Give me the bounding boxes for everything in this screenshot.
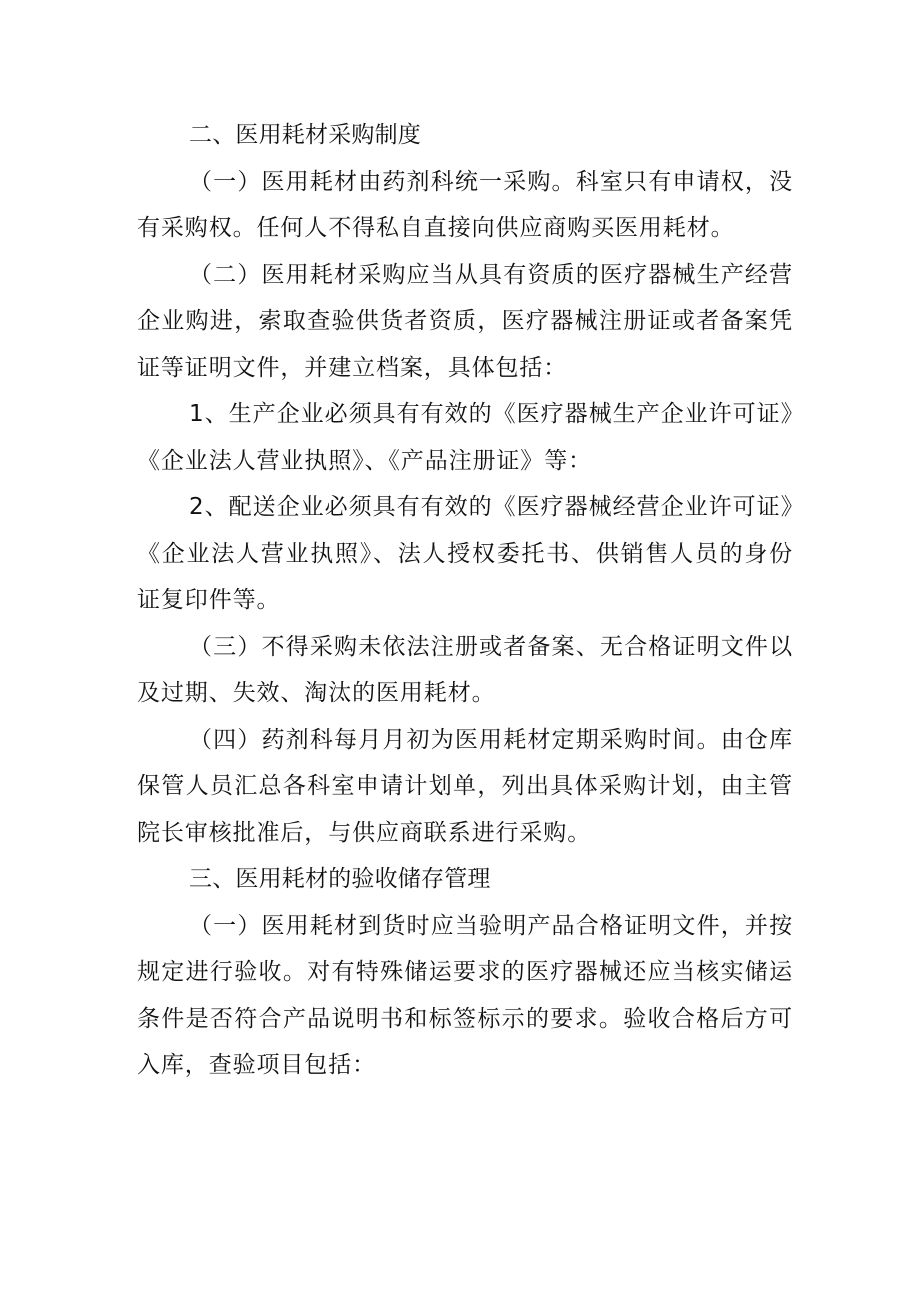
document-body xyxy=(137,112,793,1089)
paragraph-distributor-documents: 2、配送企业必须具有有效的《医疗器械经营企业许可证》《企业法人营业执照》、法人授权委托书、供销售人员的身份证复印件等。 xyxy=(137,494,793,613)
paragraph-monthly-schedule: （四）药剂科每月月初为医用耗材定期采购时间。由仓库保管人员汇总各科室申请计划单，列出具体采购计划，由主管院长审核批准后，与供应商联系进行采购。 xyxy=(137,726,793,846)
paragraph-qualified-suppliers: （二）医用耗材采购应当从具有资质的医疗器械生产经营企业购进，索取查验供货者资质，医疗器械注册证或者备案凭证等证明文件，并建立档案，具体包括： xyxy=(137,261,793,381)
paragraph-acceptance-inspection: （一）医用耗材到货时应当验明产品合格证明文件，并按规定进行验收。对有特殊储运要求的医疗器械还应当核实储运条件是否符合产品说明书和标签标示的要求。验收合格后方可入库，查验项目包括： xyxy=(137,912,793,1078)
section-heading-acceptance-storage: 三、医用耗材的验收储存管理 xyxy=(189,866,491,892)
section-heading-procurement: 二、医用耗材采购制度 xyxy=(189,122,421,148)
paragraph-prohibited-purchases: （三）不得采购未依法注册或者备案、无合格证明文件以及过期、失效、淘汰的医用耗材。 xyxy=(137,633,793,706)
paragraph-unified-procurement: （一）医用耗材由药剂科统一采购。科室只有申请权，没有采购权。任何人不得私自直接向供应商购买医用耗材。 xyxy=(137,168,793,241)
paragraph-manufacturer-documents: 1、生产企业必须具有有效的《医疗器械生产企业许可证》《企业法人营业执照》、《产品注册证》等： xyxy=(137,401,793,474)
